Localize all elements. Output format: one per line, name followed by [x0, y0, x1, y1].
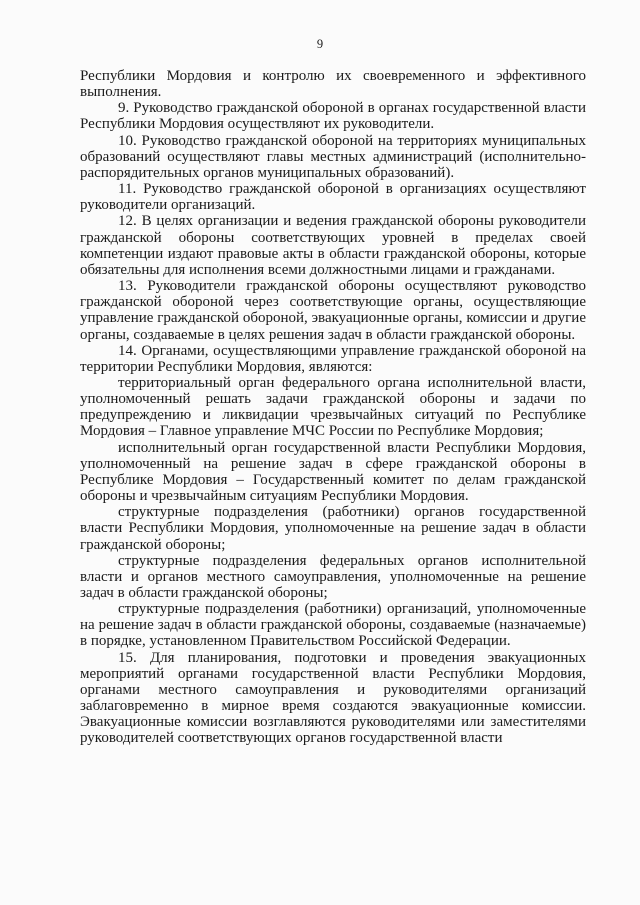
paragraph: 13. Руководители гражданской обороны осуществляют руководство гражданской обороной через соответствующие органы, осуществляющие управление гражданской обороной, эвакуационные органы, комиссии и другие органы, создаваемые в целях решения задач в области гражданской обороны.	[80, 278, 586, 343]
paragraph: 11. Руководство гражданской обороной в организациях осуществляют руководители организаций.	[80, 181, 586, 214]
paragraph: структурные подразделения (работники) организаций, уполномоченные на решение задач в области гражданской обороны, создаваемые (назначаемые) в порядке, установленном Правительством Российской Федерации.	[80, 601, 586, 650]
paragraph: исполнительный орган государственной власти Республики Мордовия, уполномоченный на решение задач в сфере гражданской обороны в Республике Мордовия – Государственный комитет по делам гражданской обороны и чрезвычайным ситуациям Республики Мордовия.	[80, 439, 586, 505]
document-body	[80, 68, 586, 747]
paragraph: 9. Руководство гражданской обороной в органах государственной власти Республики Мордовия осуществляют их руководители.	[80, 100, 586, 133]
paragraph: структурные подразделения (работники) органов государственной власти Республики Мордовия, уполномоченные на решение задач в области гражданской обороны;	[80, 504, 586, 553]
paragraph: 10. Руководство гражданской обороной на территориях муниципальных образований осуществляют главы местных администраций (исполнительно-распорядительных органов муниципальных образований).	[80, 132, 586, 181]
paragraph: территориальный орган федерального органа исполнительной власти, уполномоченный решать задачи гражданской обороны и задачи по предупреждению и ликвидации чрезвычайных ситуаций по Республике Мордовия – Главное управление МЧС России по Республике Мордовия;	[80, 374, 586, 440]
paragraph: структурные подразделения федеральных органов исполнительной власти и органов местного самоуправления, уполномоченные на решение задач в области гражданской обороны;	[80, 552, 586, 601]
paragraph: 14. Органами, осуществляющими управление гражданской обороной на территории Республики Мордовия, являются:	[80, 342, 586, 375]
paragraph: 12. В целях организации и ведения гражданской обороны руководители гражданской обороны соответствующих уровней в пределах своей компетенции издают правовые акты в области гражданской обороны, которые обязательны для исполнения всеми должностными лицами и гражданами.	[80, 213, 586, 278]
paragraph: Республики Мордовия и контролю их своевременного и эффективного выполнения.	[80, 68, 586, 101]
paragraph: 15. Для планирования, подготовки и проведения эвакуационных мероприятий органами государственной власти Республики Мордовия, органами местного самоуправления и руководителями организаций заблаговременно в мирное время создаются эвакуационные комиссии. Эвакуационные комиссии возглавляются руководителями или заместителями руководителей соответствующих органов государственной власти	[80, 649, 586, 747]
page-number: 9	[316, 37, 324, 51]
